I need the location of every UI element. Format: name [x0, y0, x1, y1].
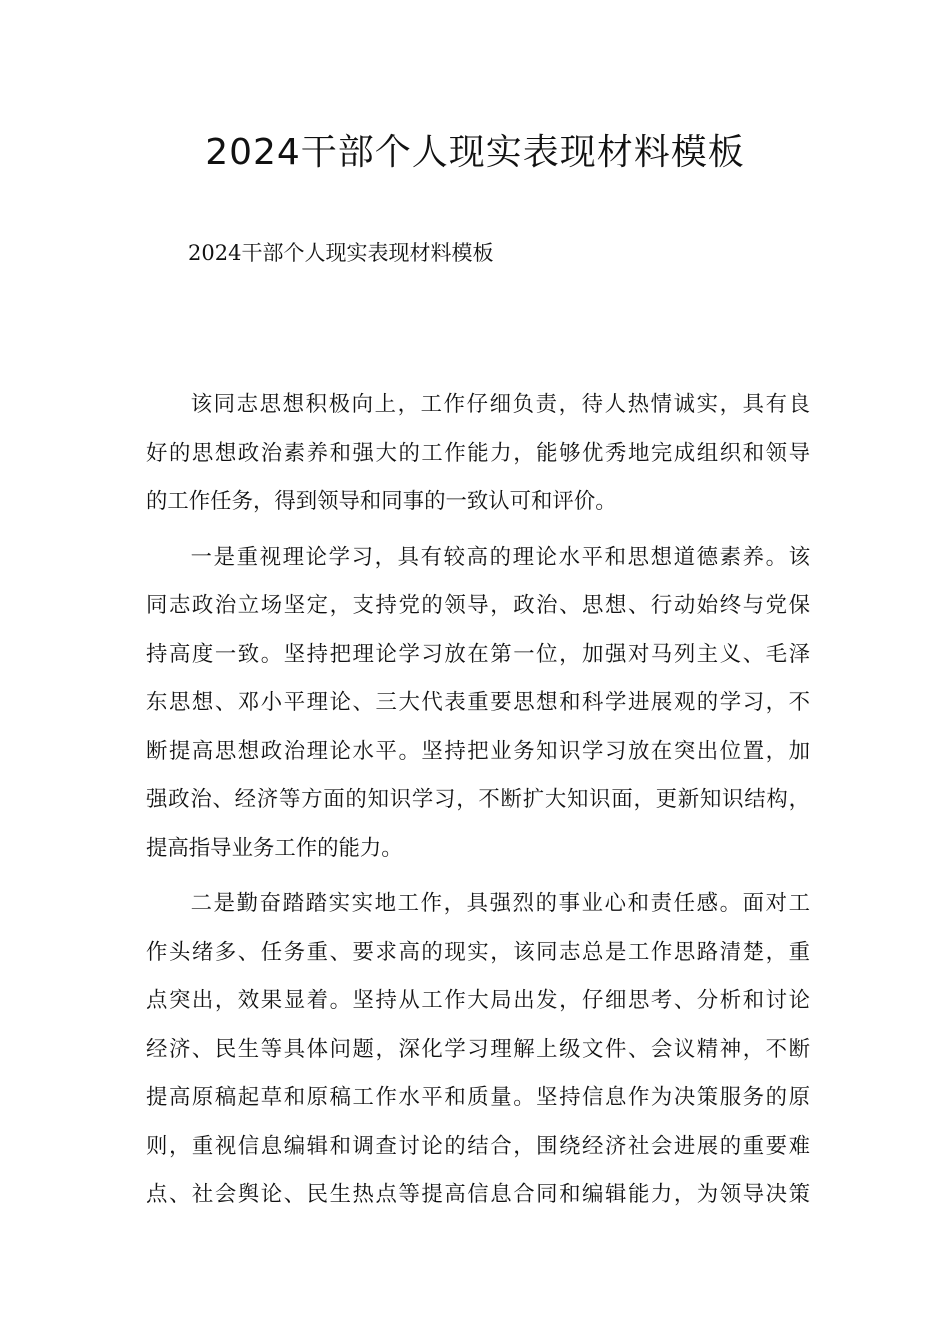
paragraph-line: 提高原稿起草和原稿工作水平和质量。坚持信息作为决策服务的原 — [146, 1085, 810, 1110]
paragraph-line: 该同志思想积极向上，工作仔细负责，待人热情诚实，具有良 — [189, 392, 810, 417]
paragraph-line: 则，重视信息编辑和调查讨论的结合，围绕经济社会进展的重要难 — [146, 1133, 810, 1159]
paragraph-line: 点突出，效果显着。坚持从工作大局出发，仔细思考、分析和讨论 — [146, 988, 810, 1013]
paragraph-line: 强政治、经济等方面的知识学习，不断扩大知识面，更新知识结构， — [146, 787, 810, 812]
paragraph-line: 一是重视理论学习，具有较高的理论水平和思想道德素养。该 — [189, 544, 810, 570]
paragraph-intro — [146, 381, 810, 527]
paragraph-line: 断提高思想政治理论水平。坚持把业务知识学习放在突出位置，加 — [146, 738, 810, 764]
paragraph-diligent-work — [146, 880, 810, 1220]
paragraph-line: 东思想、邓小平理论、三大代表重要思想和科学进展观的学习，不 — [146, 690, 810, 715]
document-body — [146, 381, 810, 1227]
paragraph-line: 持高度一致。坚持把理论学习放在第一位，加强对马列主义、毛泽 — [146, 641, 810, 667]
paragraph-line: 好的思想政治素养和强大的工作能力，能够优秀地完成组织和领导 — [146, 440, 810, 466]
paragraph-line: 同志政治立场坚定，支持党的领导，政治、思想、行动始终与党保 — [146, 593, 810, 618]
paragraph-line: 作头绪多、任务重、要求高的现实，该同志总是工作思路清楚，重 — [146, 939, 810, 965]
paragraph-theory-study — [146, 534, 810, 874]
paragraph-line: 经济、民生等具体问题，深化学习理解上级文件、会议精神，不断 — [146, 1036, 810, 1062]
paragraph-line: 二是勤奋踏踏实实地工作，具强烈的事业心和责任感。面对工 — [189, 891, 810, 916]
paragraph-line: 的工作任务，得到领导和同事的一致认可和评价。 — [146, 489, 617, 514]
paragraph-line: 提高指导业务工作的能力。 — [146, 835, 403, 861]
document-subtitle: 2024干部个人现实表现材料模板 — [188, 241, 494, 265]
paragraph-line: 点、社会舆论、民生热点等提高信息合同和编辑能力，为领导决策 — [146, 1182, 810, 1207]
document-title: 2024干部个人现实表现材料模板 — [205, 132, 745, 173]
